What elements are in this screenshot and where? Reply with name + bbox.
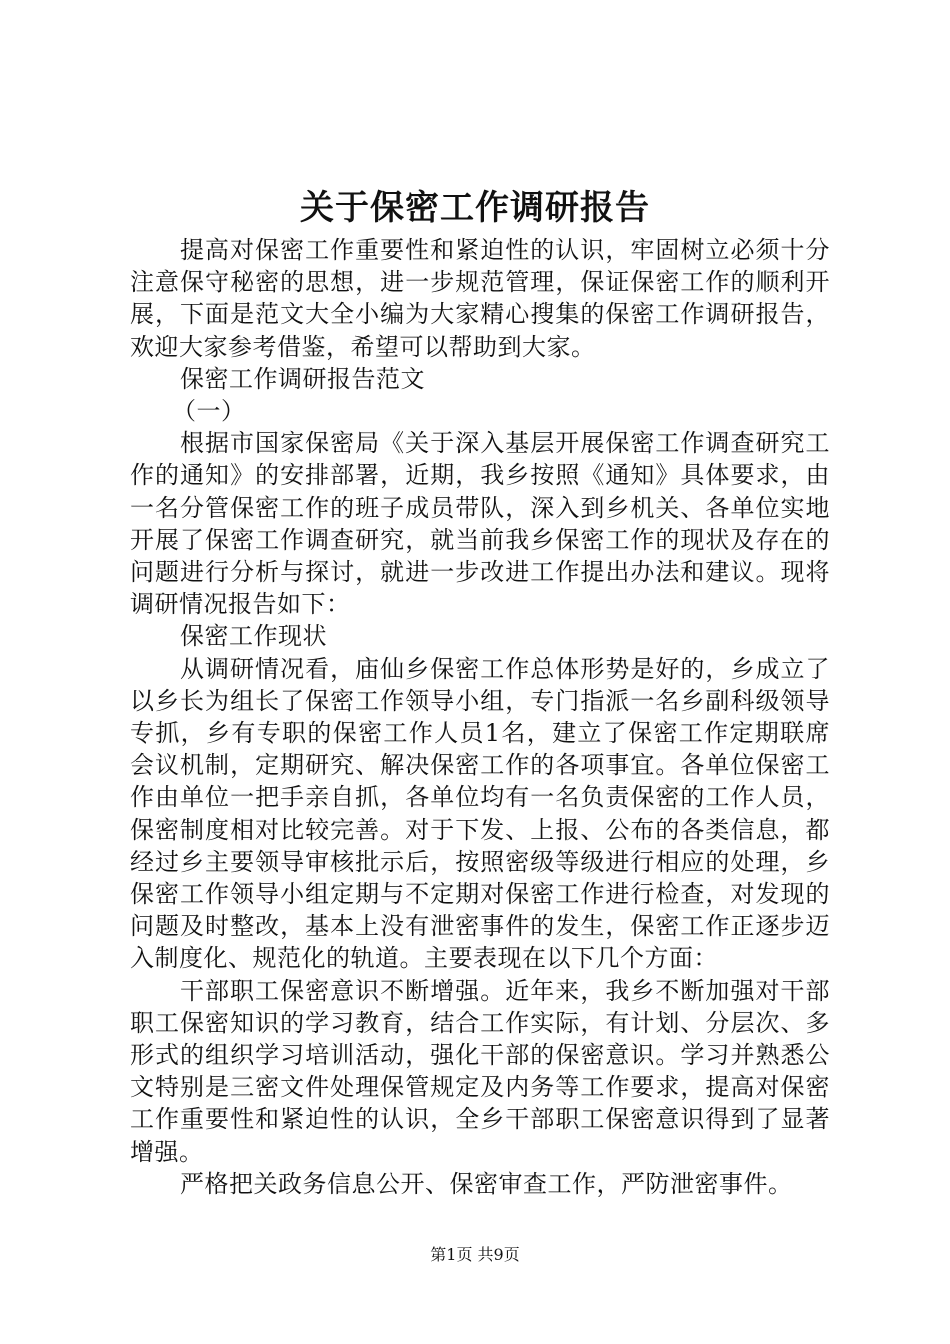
page-footer: 第1页 共9页: [430, 1245, 520, 1264]
body-paragraph: 根据市国家保密局《关于深入基层开展保密工作调查研究工作的通知》的安排部署，近期，我乡按照《通知》具体要求，由一名分管保密工作的班子成员带队，深入到乡机关、各单位实地开展了保密工作调查研究，就当前我乡保密工作的现状及存在的问题进行分析与探讨，就进一步改进工作提出办法和建议。现将调研情况报告如下：: [130, 429, 830, 619]
document-body: [130, 234, 830, 1200]
intro-paragraph: 提高对保密工作重要性和紧迫性的认识，牢固树立必须十分注意保守秘密的思想，进一步规范管理，保证保密工作的顺利开展，下面是范文大全小编为大家精心搜集的保密工作调研报告，欢迎大家参考借鉴，希望可以帮助到大家。: [130, 236, 830, 361]
body-paragraph: 从调研情况看，庙仙乡保密工作总体形势是好的，乡成立了以乡长为组长了保密工作领导小组，专门指派一名乡副科级领导专抓，乡有专职的保密工作人员1名，建立了保密工作定期联席会议机制，定期研究、解决保密工作的各项事宜。各单位保密工作由单位一把手亲自抓，各单位均有一名负责保密的工作人员，保密制度相对比较完善。对于下发、上报、公布的各类信息，都经过乡主要领导审核批示后，按照密级等级进行相应的处理，乡保密工作领导小组定期与不定期对保密工作进行检查，对发现的问题及时整改，基本上没有泄密事件的发生，保密工作正逐步迈入制度化、规范化的轨道。主要表现在以下几个方面：: [130, 654, 830, 973]
subsection-heading: 保密工作现状: [180, 622, 327, 651]
body-paragraph: 干部职工保密意识不断增强。近年来，我乡不断加强对干部职工保密知识的学习教育，结合工作实际，有计划、分层次、多形式的组织学习培训活动，强化干部的保密意识。学习并熟悉公文特别是三密文件处理保管规定及内务等工作要求，提高对保密工作重要性和紧迫性的认识，全乡干部职工保密意识得到了显著增强。: [130, 976, 830, 1166]
document-title: 关于保密工作调研报告: [300, 188, 650, 228]
body-paragraph: 严格把关政务信息公开、保密审查工作，严防泄密事件。: [180, 1169, 793, 1198]
section-heading: 保密工作调研报告范文: [180, 364, 425, 393]
section-number: （一）: [172, 397, 246, 426]
